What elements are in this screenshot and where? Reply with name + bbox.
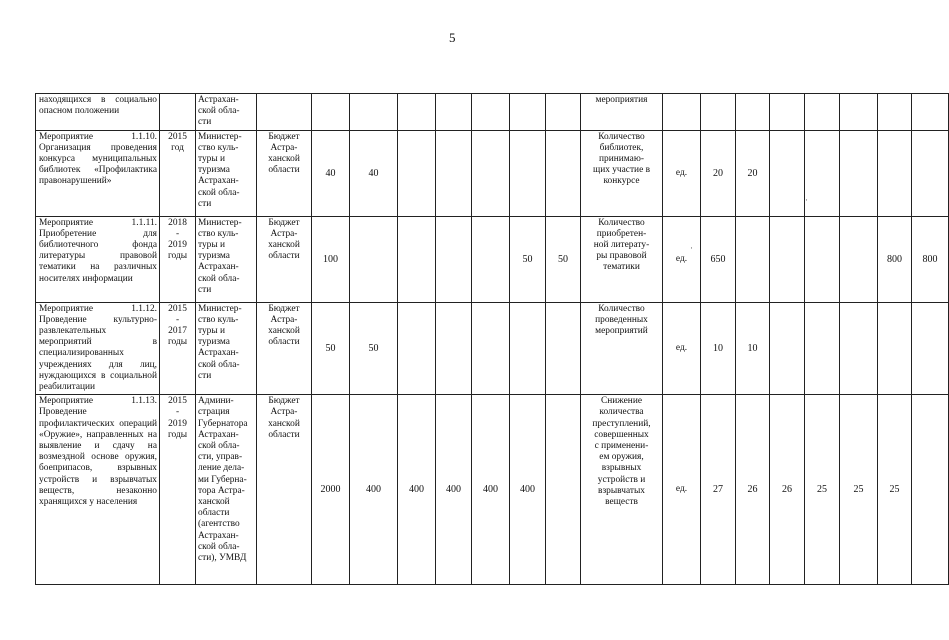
indicator-value-cell xyxy=(912,395,949,585)
measure-description-cell: Мероприятие 1.1.10. Организация проведения конкурса муниципальных библиотек «Профилактика правонарушений» xyxy=(36,130,160,216)
indicator-value-cell xyxy=(770,216,805,302)
unit-cell: ед. xyxy=(663,302,701,395)
indicator-value-cell xyxy=(805,302,840,395)
indicator-value-cell xyxy=(878,94,912,131)
indicator-value-cell xyxy=(736,94,770,131)
table-row xyxy=(36,130,949,216)
funding-value-cell: 50 xyxy=(546,216,581,302)
funding-value-cell: 400 xyxy=(510,395,546,585)
indicator-value-cell xyxy=(878,130,912,216)
executor-cell: Министер- ство куль- туры и туризма Астрахан- ской обла- сти xyxy=(196,216,257,302)
indicator-value-cell: 27 xyxy=(701,395,736,585)
measure-description-cell: Мероприятие 1.1.11. Приобретение для библиотечного фонда литературы правовой тематики на различных носителях информации xyxy=(36,216,160,302)
indicator-value-cell xyxy=(805,216,840,302)
implementation-years-cell: 2015 - 2017 годы xyxy=(160,302,196,395)
indicator-value-cell: 25 xyxy=(878,395,912,585)
funding-value-cell xyxy=(436,94,472,131)
indicator-value-cell xyxy=(701,94,736,131)
measure-description-cell: Мероприятие 1.1.12. Проведение культурно-развлекательных мероприятий в специализированных учреждениях для лиц, нуждающихся в социальной реабилитации xyxy=(36,302,160,395)
funding-value-cell: 40 xyxy=(350,130,398,216)
indicator-value-cell: 20 xyxy=(701,130,736,216)
funding-value-cell: 400 xyxy=(436,395,472,585)
funding-source-cell: Бюджет Астра- ханской области xyxy=(257,130,312,216)
indicator-value-cell: 25 xyxy=(805,395,840,585)
funding-source-cell xyxy=(257,94,312,131)
funding-value-cell xyxy=(472,216,510,302)
indicator-value-cell xyxy=(912,130,949,216)
executor-cell: Астрахан- ской обла- сти xyxy=(196,94,257,131)
funding-value-cell xyxy=(436,302,472,395)
indicator-name-cell: Снижение количества преступлений, совершенных с применени- ем оружия, взрывных устройств и взрывчатых веществ xyxy=(581,395,663,585)
implementation-years-cell: 2018 - 2019 годы xyxy=(160,216,196,302)
executor-cell: Админи- страция Губернатора Астрахан- ской обла- сти, управ- ление дела- ми Губерна- тора Астра- ханской области (агентство Астрахан- ской обла- сти), УМВД xyxy=(196,395,257,585)
unit-cell xyxy=(663,94,701,131)
unit-cell: ед. xyxy=(663,130,701,216)
funding-source-cell: Бюджет Астра- ханской области xyxy=(257,395,312,585)
indicator-value-cell: 20 xyxy=(736,130,770,216)
funding-value-cell: 40 xyxy=(312,130,350,216)
indicator-value-cell xyxy=(840,302,878,395)
funding-value-cell xyxy=(472,94,510,131)
funding-value-cell xyxy=(350,94,398,131)
funding-value-cell xyxy=(546,130,581,216)
indicator-value-cell: 650 xyxy=(701,216,736,302)
funding-source-cell: Бюджет Астра- ханской области xyxy=(257,216,312,302)
funding-value-cell xyxy=(472,130,510,216)
indicator-name-cell: Количество приобретен- ной литерату- ры правовой тематики xyxy=(581,216,663,302)
indicator-value-cell xyxy=(736,216,770,302)
funding-value-cell xyxy=(472,302,510,395)
unit-cell: ед. xyxy=(663,395,701,585)
indicator-value-cell xyxy=(840,130,878,216)
funding-value-cell xyxy=(510,302,546,395)
funding-source-cell: Бюджет Астра- ханской области xyxy=(257,302,312,395)
indicator-value-cell xyxy=(770,130,805,216)
program-measures-table xyxy=(35,93,949,585)
funding-value-cell xyxy=(398,94,436,131)
indicator-value-cell: 25 xyxy=(840,395,878,585)
funding-value-cell xyxy=(436,216,472,302)
indicator-value-cell: 26 xyxy=(770,395,805,585)
funding-value-cell xyxy=(398,216,436,302)
indicator-value-cell: 10 xyxy=(701,302,736,395)
page-number: 5 xyxy=(449,30,456,45)
funding-value-cell xyxy=(510,94,546,131)
indicator-value-cell xyxy=(912,302,949,395)
funding-value-cell: 400 xyxy=(350,395,398,585)
measure-description-cell: Мероприятие 1.1.13. Проведение профилактических операций «Оружие», направленных на выявление и сдачу на возмездной основе оружия, боеприпасов, взрывных устройств и взрывчатых веществ, незаконно хранящихся у населения xyxy=(36,395,160,585)
indicator-value-cell: 800 xyxy=(878,216,912,302)
funding-value-cell: 50 xyxy=(312,302,350,395)
indicator-value-cell xyxy=(840,94,878,131)
funding-value-cell xyxy=(398,302,436,395)
funding-value-cell: 100 xyxy=(312,216,350,302)
funding-value-cell: 400 xyxy=(472,395,510,585)
funding-value-cell xyxy=(510,130,546,216)
scan-speck: · xyxy=(805,195,808,205)
indicator-name-cell: Количество проведенных мероприятий xyxy=(581,302,663,395)
funding-value-cell xyxy=(436,130,472,216)
implementation-years-cell xyxy=(160,94,196,131)
funding-value-cell xyxy=(312,94,350,131)
scan-speck: · xyxy=(690,243,693,253)
indicator-value-cell: 26 xyxy=(736,395,770,585)
table-row xyxy=(36,94,949,131)
funding-value-cell xyxy=(398,130,436,216)
table-row xyxy=(36,302,949,395)
funding-value-cell xyxy=(546,94,581,131)
funding-value-cell: 400 xyxy=(398,395,436,585)
indicator-value-cell xyxy=(805,130,840,216)
table-row xyxy=(36,216,949,302)
implementation-years-cell: 2015 - 2019 годы xyxy=(160,395,196,585)
indicator-name-cell: мероприятия xyxy=(581,94,663,131)
indicator-value-cell xyxy=(770,94,805,131)
executor-cell: Министер- ство куль- туры и туризма Астрахан- ской обла- сти xyxy=(196,302,257,395)
indicator-value-cell xyxy=(805,94,840,131)
indicator-name-cell: Количество библиотек, принимаю- щих участие в конкурсе xyxy=(581,130,663,216)
funding-value-cell: 50 xyxy=(510,216,546,302)
indicator-value-cell xyxy=(912,94,949,131)
funding-value-cell xyxy=(546,302,581,395)
unit-cell: ед. xyxy=(663,216,701,302)
executor-cell: Министер- ство куль- туры и туризма Астрахан- ской обла- сти xyxy=(196,130,257,216)
funding-value-cell xyxy=(350,216,398,302)
funding-value-cell xyxy=(546,395,581,585)
funding-value-cell: 2000 xyxy=(312,395,350,585)
indicator-value-cell xyxy=(840,216,878,302)
indicator-value-cell: 800 xyxy=(912,216,949,302)
implementation-years-cell: 2015 год xyxy=(160,130,196,216)
measure-description-cell: находящихся в социально опасном положении xyxy=(36,94,160,131)
indicator-value-cell xyxy=(770,302,805,395)
table-row xyxy=(36,395,949,585)
indicator-value-cell: 10 xyxy=(736,302,770,395)
indicator-value-cell xyxy=(878,302,912,395)
funding-value-cell: 50 xyxy=(350,302,398,395)
